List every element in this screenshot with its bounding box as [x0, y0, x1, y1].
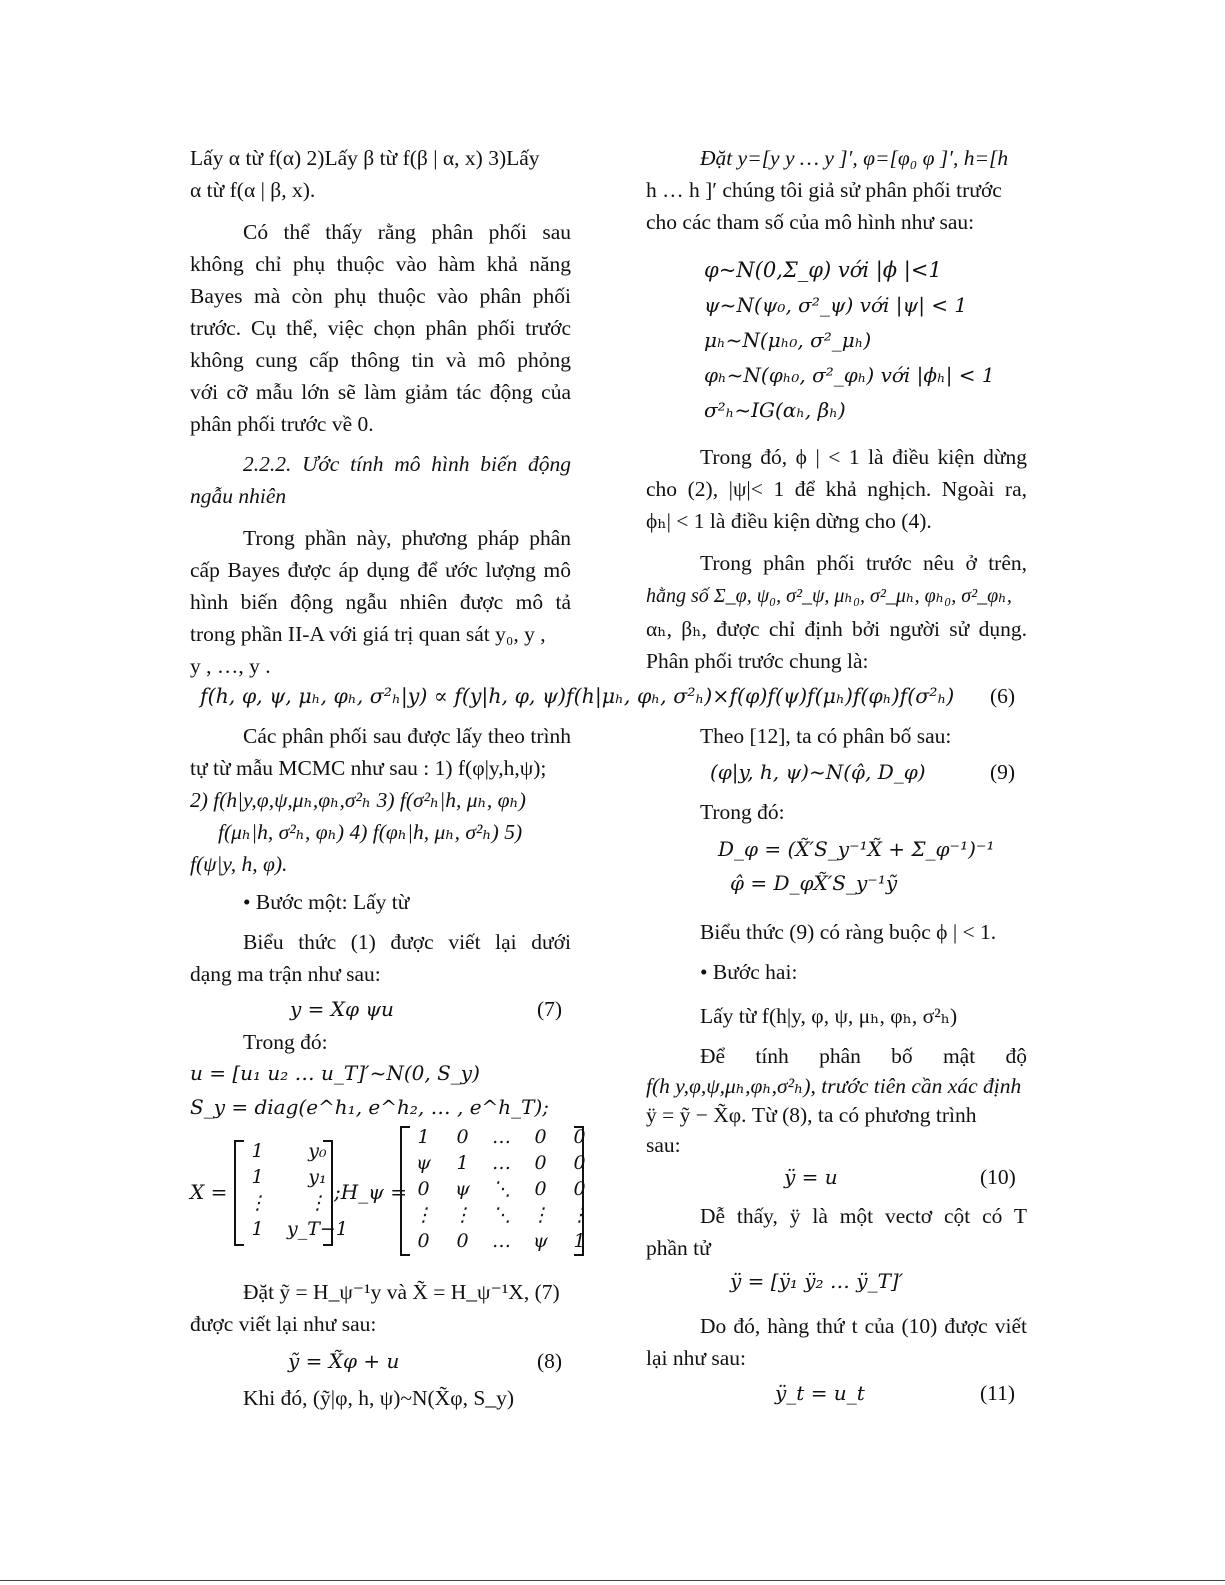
paragraph-line: phần tử	[646, 1236, 711, 1260]
equation-8: ỹ = X̃φ + u	[288, 1349, 400, 1373]
prior-line: φ~N(0,Σ_φ) với |ϕ |<1	[704, 258, 942, 282]
matrix-cell: ψ	[416, 1152, 431, 1174]
text-line: cho các tham số của mô hình như sau:	[646, 210, 975, 234]
paragraph-line: αₕ, βₕ, được chỉ định bởi người sử dụng.	[646, 617, 1027, 641]
matrix-cell: …	[492, 1126, 511, 1148]
matrix-cell: 0	[573, 1152, 586, 1174]
text-line: Biểu thức (9) có ràng buộc ϕ | < 1.	[700, 920, 997, 944]
equation-number: (7)	[537, 997, 563, 1021]
paragraph-line: sau:	[646, 1133, 681, 1157]
matrix-cell: 1	[251, 1140, 264, 1162]
matrix-cell: 0	[417, 1178, 430, 1200]
paragraph-line: với cỡ mẫu lớn sẽ làm giảm tác động của	[190, 380, 571, 404]
equation-number: (6)	[990, 684, 1016, 708]
text-line: Đặt ỹ = H_ψ⁻¹y và X̃ = H_ψ⁻¹X, (7)	[243, 1280, 560, 1304]
matrix-cell: y_T−1	[287, 1218, 348, 1240]
equation-9: (φ|y, h, ψ)~N(φ̂, D_φ)	[710, 760, 926, 784]
paragraph-line: không cung cấp thông tin và mô phỏng	[190, 348, 571, 372]
paragraph-line: lại như sau:	[646, 1346, 747, 1370]
matrix-cell: 1	[417, 1126, 430, 1148]
text-line: Lấy α từ f(α) 2)Lấy β từ f(β | α, x) 3)Lấy	[190, 146, 540, 170]
section-heading: ngẫu nhiên	[190, 484, 287, 508]
paragraph-line: phân phối trước về 0.	[190, 412, 374, 436]
matrix-h	[404, 1124, 599, 1254]
prior-line: φₕ~N(φₕ₀, σ²_φₕ) với |ϕₕ| < 1	[704, 363, 995, 387]
matrix-h-label: ;H_ψ =	[334, 1180, 407, 1204]
equation-10: ÿ = u	[784, 1165, 838, 1189]
paragraph-line: cho (2), |ψ|< 1 để khả nghịch. Ngoài ra,	[646, 477, 1027, 501]
matrix-cell: 1	[251, 1166, 264, 1188]
matrix-cell: 0	[573, 1178, 586, 1200]
paragraph-line: dạng ma trận như sau:	[190, 962, 381, 986]
matrix-cell: ψ	[533, 1230, 548, 1252]
matrix-cell: 0	[534, 1152, 547, 1174]
equation-number: (9)	[990, 760, 1016, 784]
text-line: Trong đó:	[700, 800, 785, 824]
paragraph-line: f(μₕ|h, σ²ₕ, φₕ) 4) f(φₕ|h, μₕ, σ²ₕ) 5)	[218, 820, 523, 844]
matrix-cell: 0	[456, 1230, 469, 1252]
matrix-cell: ⋱	[492, 1178, 511, 1200]
paragraph-line: y , …, y .	[190, 654, 271, 678]
matrix-x-label: X =	[190, 1180, 228, 1204]
paragraph-line: trong phần II-A với giá trị quan sát y₀, y ,	[190, 622, 546, 646]
paragraph-line: trước. Cụ thể, việc chọn phân phối trước	[190, 316, 571, 340]
sy-definition: S_y = diag(e^h₁, e^h₂, … , e^h_T);	[190, 1095, 550, 1119]
equation-11: ÿ_t = u_t	[775, 1381, 865, 1405]
text-line: Đặt y=[y y … y ]′, φ=[φ₀ φ ]′, h=[h	[700, 146, 1009, 170]
matrix-cell: ⋮	[414, 1204, 433, 1226]
matrix-x-right-bracket	[323, 1140, 333, 1246]
paragraph-line: tự từ mẫu MCMC như sau : 1) f(φ|y,h,ψ);	[190, 756, 547, 780]
paragraph-line: Trong phân phối trước nêu ở trên,	[700, 551, 1027, 575]
matrix-cell: 0	[534, 1178, 547, 1200]
paragraph-line: hằng số Σ_φ, ψ₀, σ²_ψ, μₕ₀, σ²_μₕ, φₕ₀, σ²_φₕ,	[646, 585, 1012, 607]
equation-number: (11)	[980, 1381, 1016, 1405]
matrix-cell: 1	[573, 1230, 586, 1252]
matrix-cell: ⋮	[570, 1204, 589, 1226]
equation-7: y = Xφ ψu	[290, 997, 394, 1021]
matrix-cell: …	[492, 1230, 511, 1252]
paragraph-line: Dễ thấy, ÿ là một vectơ cột có T	[700, 1204, 1027, 1228]
paragraph-line: Có thể thấy rằng phân phối sau	[243, 220, 571, 244]
matrix-cell: ψ	[455, 1178, 470, 1200]
matrix-cell: 0	[456, 1126, 469, 1148]
matrix-cell: 1	[251, 1218, 264, 1240]
matrix-cell: …	[492, 1152, 511, 1174]
text-line: α từ f(α | β, x).	[190, 178, 316, 202]
text-line: h … h ]′ chúng tôi giả sử phân phối trước	[646, 178, 1002, 202]
matrix-cell: 0	[534, 1126, 547, 1148]
text-line: Lấy từ f(h|y, φ, ψ, μₕ, φₕ, σ²ₕ)	[700, 1004, 958, 1028]
text-line: được viết lại như sau:	[190, 1312, 377, 1336]
paragraph-line: Trong phần này, phương pháp phân	[243, 526, 571, 550]
prior-line: μₕ~N(μₕ₀, σ²_μₕ)	[704, 328, 872, 352]
text-line: Theo [12], ta có phân bố sau:	[700, 724, 952, 748]
paragraph-line: Các phân phối sau được lấy theo trình	[243, 724, 571, 748]
ydd-vector: ÿ = [ÿ₁ ÿ₂ … ÿ_T]′	[730, 1269, 904, 1293]
matrix-cell: ⋱	[492, 1204, 511, 1226]
d-phi-formula: D_φ = (X̃′S_y⁻¹X̃ + Σ_φ⁻¹)⁻¹	[718, 837, 995, 861]
text-line: Khi đó, (ỹ|φ, h, ψ)~N(X̃φ, S_y)	[243, 1386, 514, 1410]
text-line: Trong đó:	[243, 1030, 328, 1054]
matrix-cell: y₀	[308, 1140, 327, 1162]
paragraph-line: Bayes mà còn phụ thuộc vào phân phối	[190, 284, 571, 308]
phi-hat-formula: φ̂ = D_φX̃′S_y⁻¹ỹ	[730, 871, 898, 895]
equation-number: (8)	[537, 1349, 563, 1373]
matrix-cell: ⋮	[531, 1204, 550, 1226]
paragraph-line: 2) f(h|y,φ,ψ,μₕ,φₕ,σ²ₕ 3) f(σ²ₕ|h, μₕ, φₕ)	[190, 788, 526, 812]
paragraph-line: Biểu thức (1) được viết lại dưới	[243, 930, 571, 954]
u-definition: u = [u₁ u₂ … u_T]′~N(0, S_y)	[190, 1061, 480, 1085]
matrix-cell: ⋮	[453, 1204, 472, 1226]
matrix-cell: 1	[456, 1152, 469, 1174]
paragraph-line: ϕₕ| < 1 là điều kiện dừng cho (4).	[646, 509, 932, 533]
paragraph-line: hình biến động ngẫu nhiên được mô tả	[190, 590, 571, 614]
matrix-h-right-bracket	[574, 1126, 584, 1256]
matrix-cell: 0	[417, 1230, 430, 1252]
prior-line: ψ~N(ψ₀, σ²_ψ) với |ψ| < 1	[704, 293, 968, 317]
paragraph-line: ÿ = ỹ − X̃φ. Từ (8), ta có phương trình	[646, 1103, 977, 1127]
matrix-cell: ⋮	[248, 1192, 267, 1214]
paragraph-line: cấp Bayes được áp dụng để ước lượng mô	[190, 558, 571, 582]
matrix-cell: ⋮	[307, 1192, 327, 1214]
equation-number: (10)	[980, 1165, 1016, 1189]
page-bottom-rule	[0, 1580, 1225, 1581]
equation-6: f(h, φ, ψ, μₕ, φₕ, σ²ₕ|y) ∝ f(y|h, φ, ψ)f(h|μₕ, φₕ, σ²ₕ)×f(φ)f(ψ)f(μₕ)f(φₕ)f(σ²ₕ)	[200, 684, 955, 708]
step-one: • Bước một: Lấy từ	[243, 890, 410, 914]
step-two: • Bước hai:	[700, 960, 798, 984]
paragraph-line: Để tính phân bố mật độ	[700, 1044, 1027, 1068]
matrix-cell: 0	[573, 1126, 586, 1148]
paragraph-line: Trong đó, ϕ | < 1 là điều kiện dừng	[700, 445, 1027, 469]
paragraph-line: f(ψ|y, h, φ).	[190, 852, 288, 876]
paragraph-line: f(h y,φ,ψ,μₕ,φₕ,σ²ₕ), trước tiên cần xác định	[646, 1074, 1022, 1098]
matrix-cell: y₁	[308, 1166, 327, 1188]
paragraph-line: Phân phối trước chung là:	[646, 649, 869, 673]
paragraph-line: Do đó, hàng thứ t của (10) được viết	[700, 1314, 1027, 1338]
prior-line: σ²ₕ~IG(αₕ, βₕ)	[704, 398, 846, 422]
paragraph-line: không chỉ phụ thuộc vào hàm khả năng	[190, 252, 571, 276]
section-heading: 2.2.2. Ước tính mô hình biến động	[243, 452, 571, 476]
